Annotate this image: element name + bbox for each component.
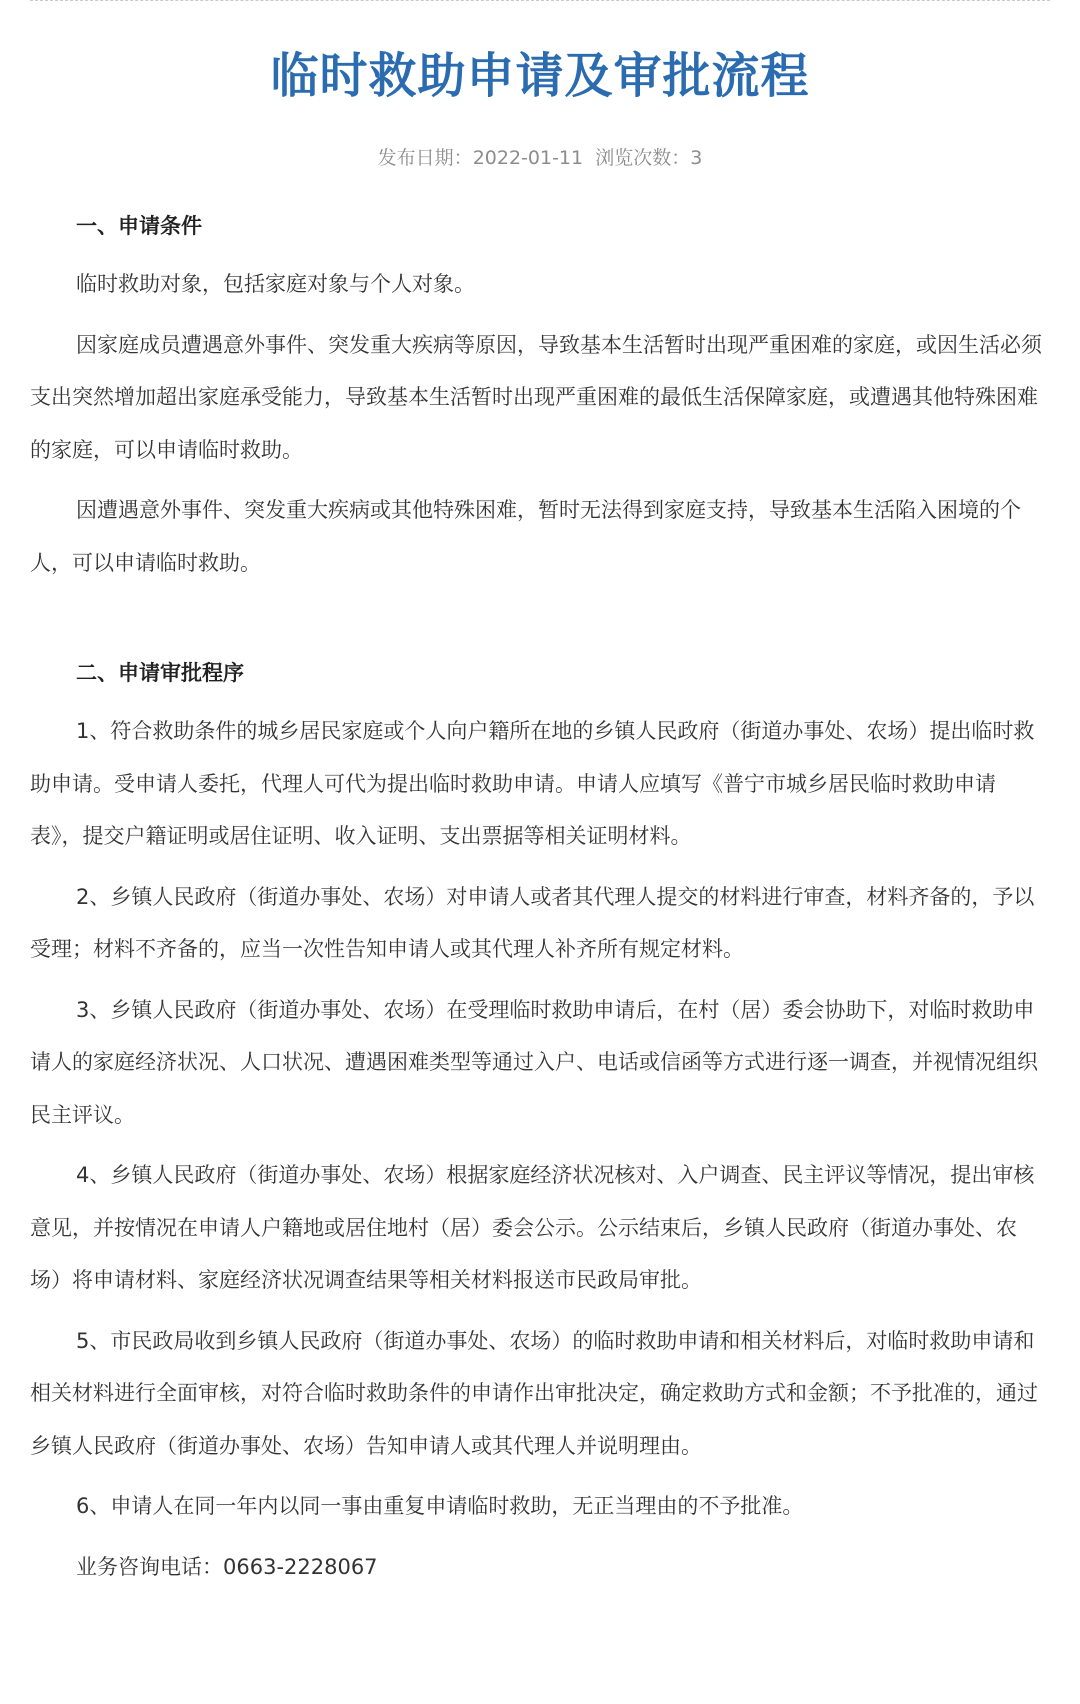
section-application-conditions [30,212,1048,589]
paragraph: 2、乡镇人民政府（街道办事处、农场）对申请人或者其代理人提交的材料进行审查，材料齐备的，予以受理；材料不齐备的，应当一次性告知申请人或其代理人补齐所有规定材料。 [30,884,1035,961]
paragraph: 3、乡镇人民政府（街道办事处、农场）在受理临时救助申请后，在村（居）委会协助下，对临时救助申请人的家庭经济状况、人口状况、遭遇困难类型等通过入户、电话或信函等方式进行逐一调查，并视情况组织民主评议。 [30,997,1038,1127]
paragraph: 因家庭成员遭遇意外事件、突发重大疾病等原因，导致基本生活暂时出现严重困难的家庭，或因生活必须支出突然增加超出家庭承受能力，导致基本生活暂时出现严重困难的最低生活保障家庭，或遭遇其他特殊困难的家庭，可以申请临时救助。 [30,332,1042,462]
paragraph: 1、符合救助条件的城乡居民家庭或个人向户籍所在地的乡镇人民政府（街道办事处、农场）提出临时救助申请。受申请人委托，代理人可代为提出临时救助申请。申请人应填写《普宁市城乡居民临时救助申请表》，提交户籍证明或居住证明、收入证明、支出票据等相关证明材料。 [30,719,1035,848]
section-heading: 二、申请审批程序 [76,661,244,685]
article-body [30,212,1048,1593]
paragraph: 6、申请人在同一年内以同一事由重复申请临时救助，无正当理由的不予批准。 [76,1494,804,1518]
view-count-label: 浏览次数： [595,147,691,169]
publish-date-label: 发布日期： [377,147,473,169]
publish-date: 2022-01-11 [472,147,584,169]
view-count: 3 [690,147,703,169]
paragraph: 临时救助对象，包括家庭对象与个人对象。 [76,272,475,296]
top-divider [30,0,1050,1]
paragraph: 5、市民政局收到乡镇人民政府（街道办事处、农场）的临时救助申请和相关材料后，对临时救助申请和相关材料进行全面审核，对符合临时救助条件的申请作出审批决定，确定救助方式和金额；不予批准的，通过乡镇人民政府（街道办事处、农场）告知申请人或其代理人并说明理由。 [30,1328,1038,1458]
section-approval-procedure [30,659,1048,1593]
page-title: 临时救助申请及审批流程 [270,48,810,104]
contact-phone: 业务咨询电话：0663-2228067 [76,1554,378,1579]
article-meta [0,145,1080,171]
paragraph: 4、乡镇人民政府（街道办事处、农场）根据家庭经济状况核对、入户调查、民主评议等情况，提出审核意见，并按情况在申请人户籍地或居住地村（居）委会公示。公示结束后，乡镇人民政府（街道办事处、农场）将申请材料、家庭经济状况调查结果等相关材料报送市民政局审批。 [30,1163,1035,1292]
section-heading: 一、申请条件 [76,214,202,238]
paragraph: 因遭遇意外事件、突发重大疾病或其他特殊困难，暂时无法得到家庭支持，导致基本生活陷入困境的个人，可以申请临时救助。 [30,498,1021,575]
